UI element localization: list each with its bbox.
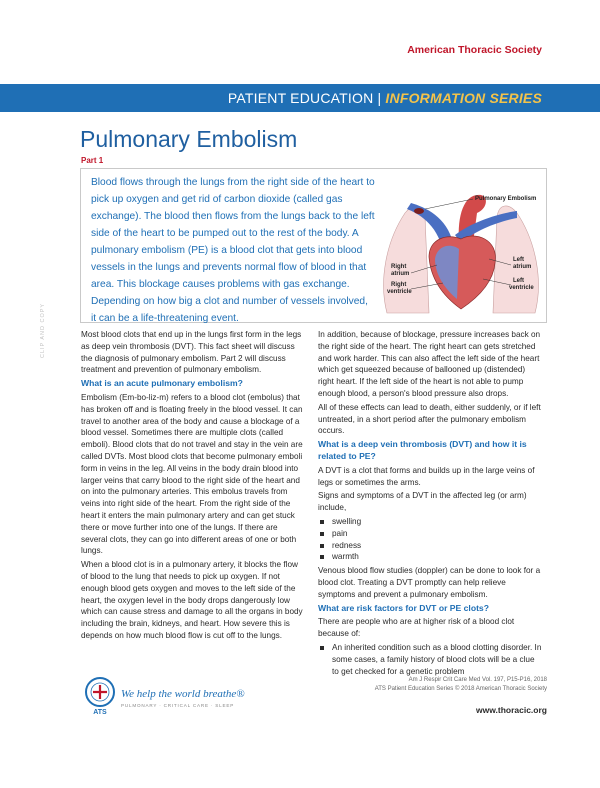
tagline-text: We help the world breathe: [121, 688, 237, 700]
ats-logo-cross: [93, 685, 107, 699]
label-left-ventricle-line1: Left: [513, 278, 524, 284]
symptom-item: redness: [318, 540, 543, 552]
banner-main-text: PATIENT EDUCATION |: [227, 90, 386, 106]
ats-logo: [80, 676, 120, 716]
heading-dvt: What is a deep vein thrombosis (DVT) and how it is related to PE?: [318, 439, 527, 461]
part-label: Part 1: [81, 156, 104, 165]
label-pulmonary-embolism: Pulmonary Embolism: [475, 196, 537, 202]
label-left-ventricle-line2: ventricle: [509, 285, 534, 291]
label-right-ventricle-line1: Right: [391, 282, 407, 288]
intro-box: [80, 168, 547, 323]
label-left-atrium-line1: Left: [513, 257, 524, 263]
clip-and-copy-note: CLIP AND COPY: [40, 302, 46, 358]
right-paragraph-1: In addition, because of blockage, pressure increases back on the right side of the heart. The right heart can gets stretched and work harder. This can also affect the left side of the heart which get squeezed because of ballooned up (distended) right heart. If the left side of the heart is not able to pump enough blood, a person's blood pressure also drops.: [318, 330, 541, 398]
symptom-item: swelling: [318, 516, 543, 528]
left-paragraph-1: Most blood clots that end up in the lungs first form in the legs as deep vein thrombosis (DVT). This fact sheet will discuss the diagnosis of pulmonary embolism. Part 2 will discuss treatment and prevention of pulmonary embolism.: [81, 330, 302, 375]
heading-acute-pe: What is an acute pulmonary embolism?: [81, 378, 243, 389]
banner-series-text: INFORMATION SERIES: [385, 90, 542, 106]
tagline: [121, 688, 245, 700]
citation-line-1: Am J Respir Crit Care Med Vol. 197, P15-P16, 2018: [408, 677, 547, 683]
right-column: [318, 329, 543, 679]
left-column: [81, 329, 306, 644]
heart-lung-diagram: [377, 173, 545, 319]
series-banner: [0, 84, 600, 112]
website-link[interactable]: www.thoracic.org: [475, 705, 547, 715]
left-paragraph-2: Embolism (Em-bo-liz-m) refers to a blood clot (embolus) that has broken off and is floating freely in the blood vessel. It can travel to another area of the body and cause a blockage of a blood vessel. Sometimes there are multiple clots (called emboli). Blood clots that do not travel and stay in the vein are called DVTs. Most blood clots that become pulmonary emboli form in veins in the leg. All veins in the body drain blood into larger veins that carry blood to the right side of the heart and on into the pulmonary arteries. This embolus travels from veins into right side of the heart. From the right side of the heart it enters the main pulmonary artery and can get stuck there or move further into one of the lungs. If there are several clots, they can go into different areas of one or both lungs.: [81, 392, 303, 556]
risk-factor-list: [318, 642, 543, 677]
right-lung-shape: [384, 206, 429, 313]
intro-text: Blood flows through the lungs from the right side of the heart to pick up oxygen and get rid of carbon dioxide (called gas exchange). The blood then flows from the lungs back to the left side of the heart to be pumped out to the rest of the body. A pulmonary embolism (PE) is a blood clot that gets into blood vessels in the lungs and prevents normal flow of blood in that area. This blockage causes problems with gas exchange. Depending on how big a clot and number of vessels involved, it can be a life-threatening event.: [91, 177, 375, 324]
label-left-atrium-line2: atrium: [513, 264, 532, 270]
symptom-item: pain: [318, 528, 543, 540]
symptom-list: [318, 516, 543, 563]
right-paragraph-4: Signs and symptoms of a DVT in the affected leg (or arm) include,: [318, 491, 527, 513]
tagline-registered-mark: ®: [236, 688, 245, 700]
ats-logo-text: ATS: [93, 709, 107, 716]
label-right-atrium-line2: atrium: [391, 271, 410, 277]
label-right-ventricle-line2: ventricle: [387, 289, 412, 295]
citation-line-2: ATS Patient Education Series © 2018 American Thoracic Society: [374, 686, 547, 692]
banner-title: [228, 90, 542, 106]
page-title: Pulmonary Embolism: [80, 126, 298, 152]
organization-name: American Thoracic Society: [407, 44, 542, 56]
right-paragraph-6: There are people who are at higher risk of a blood clot because of:: [318, 617, 515, 639]
label-right-atrium-line1: Right: [391, 264, 407, 270]
risk-factor-item: An inherited condition such as a blood clotting disorder. In some cases, a family history of blood clots will be a clue to get checked for a genetic problem: [318, 642, 543, 677]
heading-risk-factors: What are risk factors for DVT or PE clots?: [318, 602, 489, 613]
right-paragraph-3: A DVT is a clot that forms and builds up in the large veins of legs or sometimes the arms.: [318, 465, 535, 487]
tagline-subtitle: PULMONARY · CRITICAL CARE · SLEEP: [121, 703, 235, 708]
right-paragraph-2: All of these effects can lead to death, either suddenly, or if left untreated, in a short period after the pulmonary embolism occurs.: [318, 402, 541, 436]
right-paragraph-5: Venous blood flow studies (doppler) can be done to look for a blood clot. Treating a DVT promptly can help relieve symptoms and prevent a pulmonary embolism.: [318, 566, 541, 599]
left-paragraph-3: When a blood clot is in a pulmonary artery, it blocks the flow of blood to the lung that needs to pick up oxygen. If not enough blood gets oxygen and moves to the left side of the heart, the oxygen level in the body drops dangerously low which can cause stress and damage to all the organs in body including the brain, kidneys, and heart. How severe this is depends on how much blood flow is cut off to the lungs.: [81, 560, 303, 640]
citation: [287, 676, 547, 694]
clot-marker: [414, 208, 424, 214]
symptom-item: warmth: [318, 551, 543, 563]
